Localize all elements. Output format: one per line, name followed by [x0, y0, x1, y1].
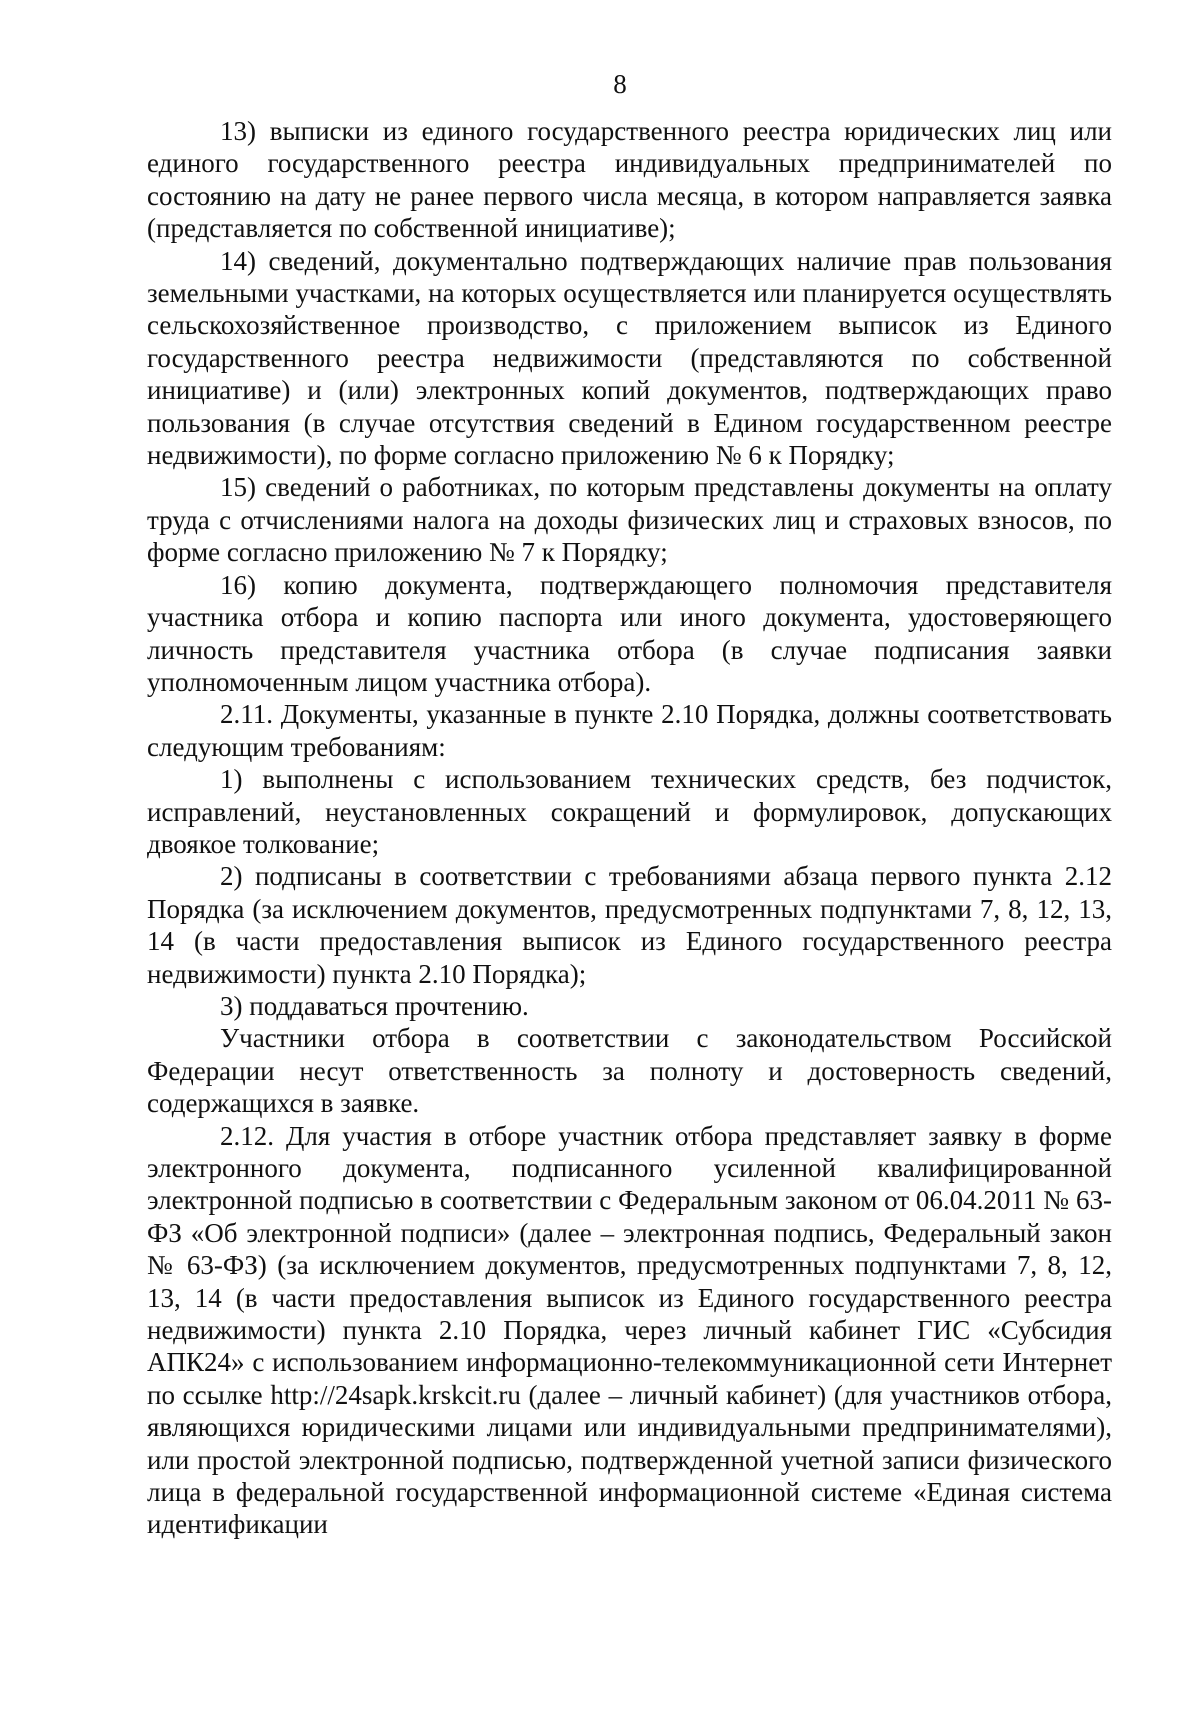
- paragraph-responsibility: Участники отбора в соответствии с законодательством Российской Федерации несут ответственность за полноту и достоверность сведений, содержащихся в заявке.: [147, 1023, 1112, 1119]
- paragraph-section-2-12: 2.12. Для участия в отборе участник отбора представляет заявку в форме электронного документа, подписанного усиленной квалифицированной электронной подписью в соответствии с Федеральным законом от 06.04.2011 № 63-ФЗ «Об электронной подписи» (далее – электронная подпись, Федеральный закон № 63-ФЗ) (за исключением документов, предусмотренных подпунктами 7, 8, 12, 13, 14 (в части предоставления выписок из Единого государственного реестра недвижимости) пункта 2.10 Порядка, через личный кабинет ГИС «Субсидия АПК24» с использованием информационно-телекоммуникационной сети Интернет по ссылке http://24sapk.krskcit.ru (далее – личный кабинет) (для участников отбора, являющихся юридическими лицами или индивидуальными предпринимателями), или простой электронной подписью, подтвержденной учетной записи физического лица в федеральной государственной информационной системе «Единая система идентификации: [147, 1120, 1112, 1540]
- paragraph-item-15: 15) сведений о работниках, по которым представлены документы на оплату труда с отчислениями налога на доходы физических лиц и страховых взносов, по форме согласно приложению № 7 к Порядку;: [147, 472, 1112, 568]
- paragraph-item-13: 13) выписки из единого государственного реестра юридических лиц или единого государственного реестра индивидуальных предпринимателей по состоянию на дату не ранее первого числа месяца, в котором направляется заявка (представляется по собственной инициативе);: [147, 116, 1112, 244]
- paragraph-item-14: 14) сведений, документально подтверждающих наличие прав пользования земельными участками, на которых осуществляется или планируется осуществлять сельскохозяйственное производство, с приложением выписок из Единого государственного реестра недвижимости (представляются по собственной инициативе) и (или) электронных копий документов, подтверждающих право пользования (в случае отсутствия сведений в Едином государственном реестре недвижимости), по форме согласно приложению № 6 к Порядку;: [147, 245, 1112, 471]
- paragraph-item-16: 16) копию документа, подтверждающего полномочия представителя участника отбора и копию паспорта или иного документа, удостоверяющего личность представителя участника отбора (в случае подписания заявки уполномоченным лицом участника отбора).: [147, 569, 1112, 697]
- paragraph-requirement-3: 3) поддаваться прочтению.: [220, 990, 529, 1021]
- paragraph-section-2-11: 2.11. Документы, указанные в пункте 2.10 Порядка, должны соответствовать следующим требованиям:: [147, 699, 1112, 762]
- paragraph-requirement-1: 1) выполнены с использованием технических средств, без подчисток, исправлений, неустановленных сокращений и формулировок, допускающих двоякое толкование;: [147, 764, 1112, 859]
- document-body: [147, 115, 1112, 1541]
- paragraph-requirement-2: 2) подписаны в соответствии с требованиями абзаца первого пункта 2.12 Порядка (за исключением документов, предусмотренных подпунктами 7, 8, 12, 13, 14 (в части предоставления выписок из Единого государственного реестра недвижимости) пункта 2.10 Порядка);: [147, 861, 1112, 989]
- page-number: 8: [613, 69, 627, 99]
